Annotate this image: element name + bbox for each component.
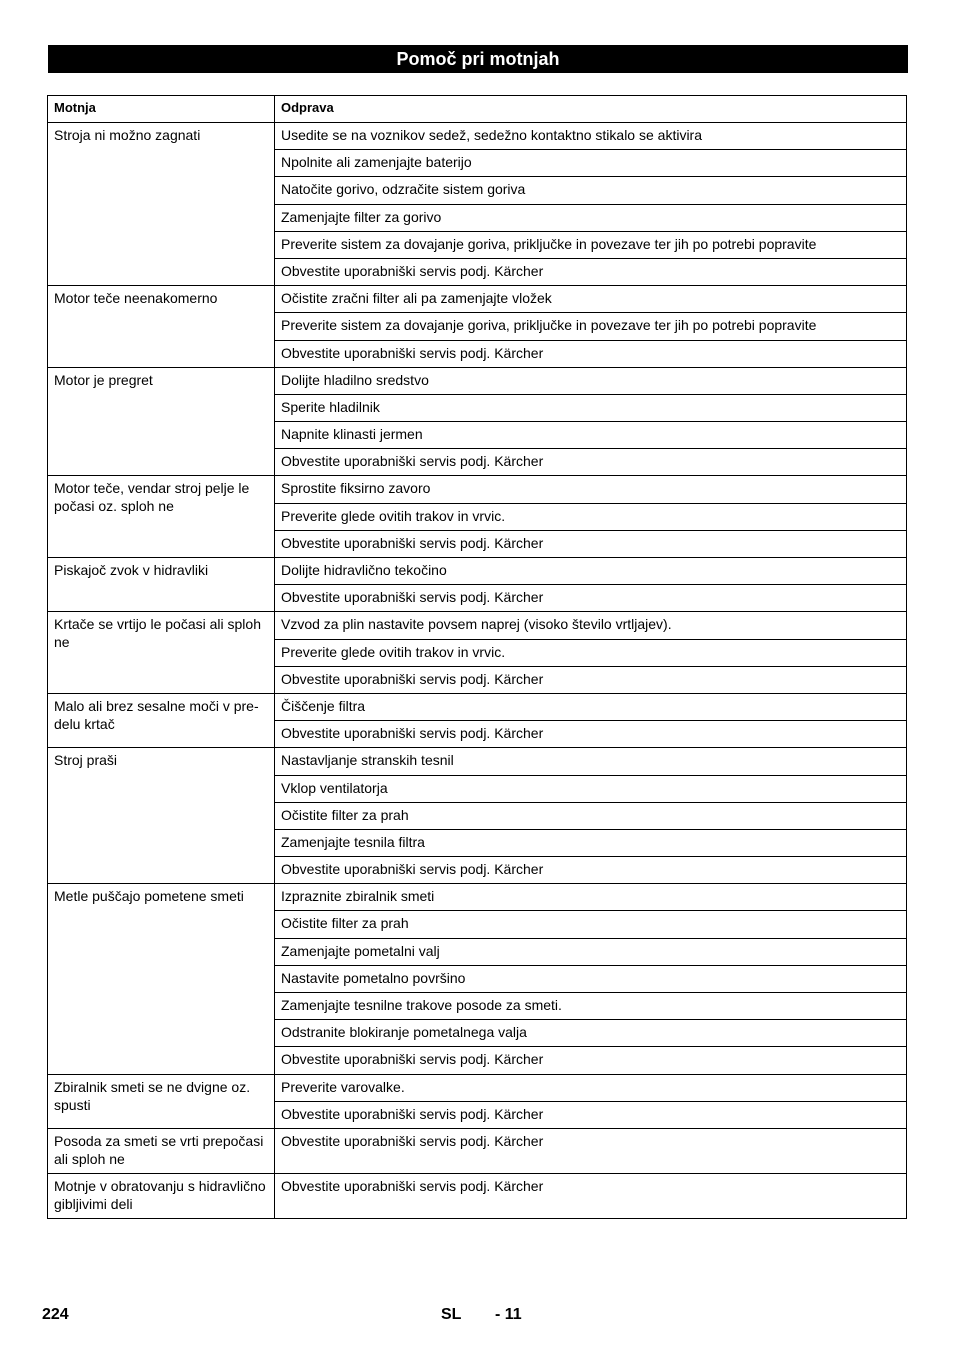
- remedy-cell: Preverite glede ovitih trakov in vrvic.: [275, 503, 907, 530]
- remedy-cell: Obvestite uporabniški servis podj. Kärcher: [275, 1173, 907, 1218]
- page-number: 224: [42, 1306, 69, 1323]
- table-row: [48, 612, 907, 639]
- remedy-cell: Obvestite uporabniški servis podj. Kärcher: [275, 449, 907, 476]
- remedy-cell: Obvestite uporabniški servis podj. Kärcher: [275, 530, 907, 557]
- remedy-cell: Obvestite uporabniški servis podj. Kärcher: [275, 585, 907, 612]
- remedy-cell: Obvestite uporabniški servis podj. Kärcher: [275, 857, 907, 884]
- remedy-cell: Obvestite uporabniški servis podj. Kärcher: [275, 721, 907, 748]
- fault-cell: Stroj praši: [48, 748, 275, 884]
- remedy-cell: Napnite klinasti jermen: [275, 422, 907, 449]
- table-body: [48, 123, 907, 1219]
- fault-cell: Motor teče neenakomerno: [48, 286, 275, 368]
- table-row: [48, 123, 907, 150]
- remedy-cell: Vzvod za plin nastavite povsem naprej (visoko število vrtljajev).: [275, 612, 907, 639]
- remedy-cell: Nastavite pometalno površino: [275, 965, 907, 992]
- table-row: [48, 558, 907, 585]
- remedy-cell: Obvestite uporabniški servis podj. Kärcher: [275, 340, 907, 367]
- remedy-cell: Očistite filter za prah: [275, 911, 907, 938]
- fault-cell: Stroja ni možno zagnati: [48, 123, 275, 286]
- table-row: [48, 884, 907, 911]
- table-row: [48, 367, 907, 394]
- table-row: [48, 476, 907, 503]
- remedy-cell: Očistite zračni filter ali pa zamenjajte vložek: [275, 286, 907, 313]
- remedy-cell: Preverite varovalke.: [275, 1074, 907, 1101]
- column-header-remedy: Odprava: [275, 96, 907, 123]
- remedy-cell: Zamenjajte tesnilne trakove posode za smeti.: [275, 993, 907, 1020]
- remedy-cell: Zamenjajte tesnila filtra: [275, 829, 907, 856]
- section-title-bar: [48, 45, 908, 73]
- remedy-cell: Obvestite uporabniški servis podj. Kärcher: [275, 1128, 907, 1173]
- remedy-cell: Čiščenje filtra: [275, 693, 907, 720]
- remedy-cell: Vklop ventilatorja: [275, 775, 907, 802]
- remedy-cell: Preverite sistem za dovajanje goriva, priključke in povezave ter jih po potrebi popravite: [275, 313, 907, 340]
- remedy-cell: Preverite sistem za dovajanje goriva, priključke in povezave ter jih po potrebi popravite: [275, 231, 907, 258]
- table-row: [48, 1128, 907, 1173]
- remedy-cell: Usedite se na voznikov sedež, sedežno kontaktno stikalo se aktivira: [275, 123, 907, 150]
- remedy-cell: Zamenjajte filter za gorivo: [275, 204, 907, 231]
- troubleshooting-table: [47, 95, 907, 1219]
- column-header-fault: Motnja: [48, 96, 275, 123]
- section-number-text: - 11: [495, 1306, 522, 1323]
- fault-cell: Krtače se vrtijo le počasi ali sploh ne: [48, 612, 275, 694]
- table-row: [48, 1074, 907, 1101]
- fault-cell: Metle puščajo pometene smeti: [48, 884, 275, 1074]
- table-row: [48, 748, 907, 775]
- remedy-cell: Preverite glede ovitih trakov in vrvic.: [275, 639, 907, 666]
- remedy-cell: Sprostite fiksirno zavoro: [275, 476, 907, 503]
- fault-cell: Zbiralnik smeti se ne dvigne oz. spusti: [48, 1074, 275, 1128]
- remedy-cell: Obvestite uporabniški servis podj. Kärcher: [275, 258, 907, 285]
- remedy-cell: Obvestite uporabniški servis podj. Kärcher: [275, 1101, 907, 1128]
- page-title: Pomoč pri motnjah: [396, 48, 560, 69]
- remedy-cell: Sperite hladilnik: [275, 394, 907, 421]
- remedy-cell: Očistite filter za prah: [275, 802, 907, 829]
- fault-cell: Posoda za smeti se vrti prepočasi ali sploh ne: [48, 1128, 275, 1173]
- remedy-cell: Izpraznite zbiralnik smeti: [275, 884, 907, 911]
- remedy-cell: Dolijte hidravlično tekočino: [275, 558, 907, 585]
- remedy-cell: Odstranite blokiranje pometalnega valja: [275, 1020, 907, 1047]
- table-header-row: [48, 96, 907, 123]
- fault-cell: Motor teče, vendar stroj pelje le počasi oz. sploh ne: [48, 476, 275, 558]
- remedy-cell: Nastavljanje stranskih tesnil: [275, 748, 907, 775]
- table-row: [48, 1173, 907, 1218]
- remedy-cell: Npolnite ali zamenjajte baterijo: [275, 150, 907, 177]
- fault-cell: Motor je pregret: [48, 367, 275, 476]
- remedy-cell: Obvestite uporabniški servis podj. Kärcher: [275, 666, 907, 693]
- remedy-cell: Natočite gorivo, odzračite sistem goriva: [275, 177, 907, 204]
- remedy-cell: Obvestite uporabniški servis podj. Kärcher: [275, 1047, 907, 1074]
- fault-cell: Piskajoč zvok v hidravliki: [48, 558, 275, 612]
- table-row: [48, 693, 907, 720]
- table-row: [48, 286, 907, 313]
- fault-cell: Malo ali brez sesalne moči v pre-delu krtač: [48, 693, 275, 747]
- section-number: [495, 1306, 522, 1324]
- remedy-cell: Zamenjajte pometalni valj: [275, 938, 907, 965]
- remedy-cell: Dolijte hladilno sredstvo: [275, 367, 907, 394]
- fault-cell: Motnje v obratovanju s hidravlično gibljivimi deli: [48, 1173, 275, 1218]
- language-code: SL: [441, 1306, 462, 1323]
